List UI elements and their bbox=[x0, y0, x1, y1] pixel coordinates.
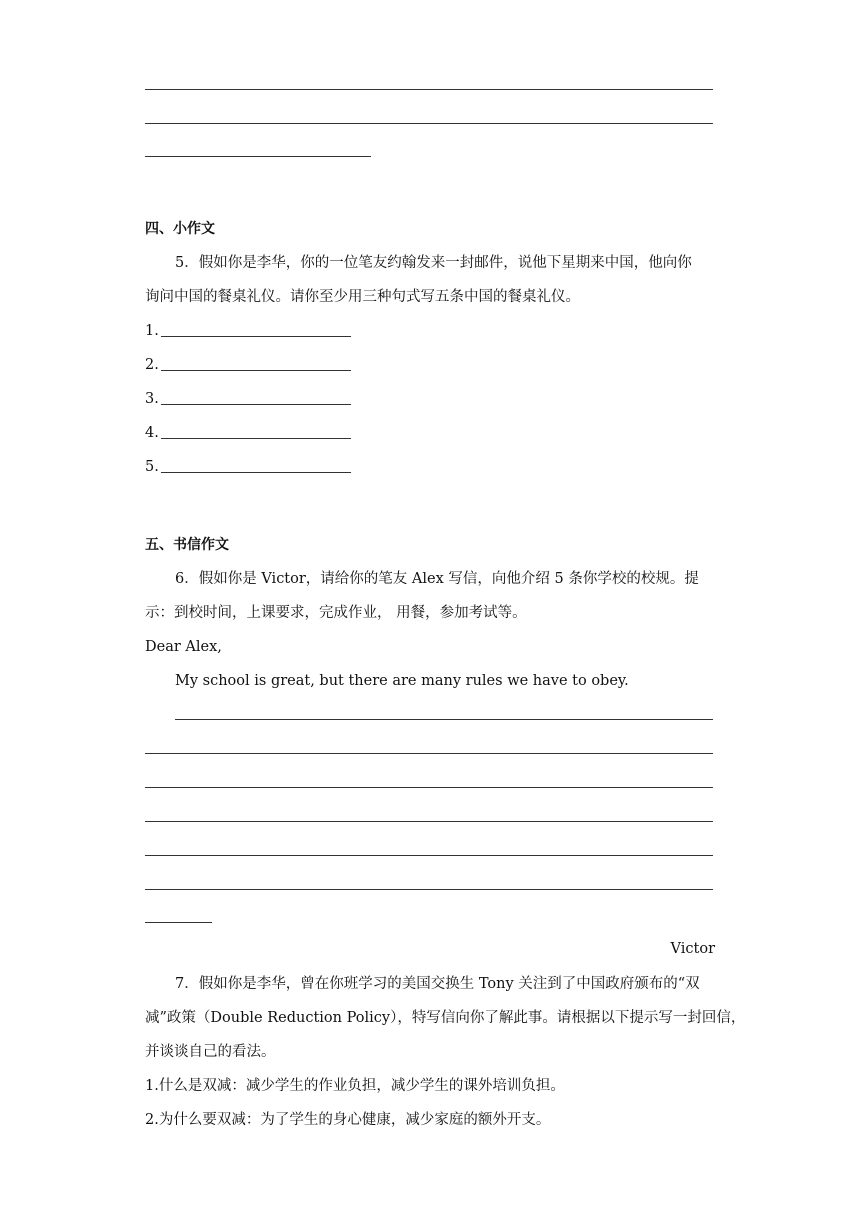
answer-line[interactable] bbox=[145, 89, 713, 90]
numbered-answer-line[interactable] bbox=[145, 457, 351, 477]
answer-blank[interactable] bbox=[161, 458, 351, 473]
item-number: 5. bbox=[145, 459, 159, 475]
question-7-text: 7．假如你是李华，曾在你班学习的美国交换生 Tony 关注到了中国政府颁布的“双 bbox=[175, 976, 700, 992]
hint-2: 2.为什么要双减：为了学生的身心健康，减少家庭的额外开支。 bbox=[145, 1112, 551, 1128]
item-number: 4. bbox=[145, 425, 159, 441]
section-heading-4: 四、小作文 bbox=[145, 221, 215, 237]
answer-blank[interactable] bbox=[161, 356, 351, 371]
question-5-text: 5．假如你是李华，你的一位笔友约翰发来一封邮件，说他下星期来中国，他向你 bbox=[175, 255, 692, 271]
item-number: 1. bbox=[145, 323, 159, 339]
question-7-text: 减”政策（Double Reduction Policy），特写信向你了解此事。请根据以下提示写一封回信， bbox=[145, 1010, 746, 1026]
letter-salutation: Dear Alex, bbox=[145, 639, 222, 655]
numbered-answer-line[interactable] bbox=[145, 321, 351, 341]
numbered-answer-line[interactable] bbox=[145, 423, 351, 443]
question-6-text: 6．假如你是 Victor，请给你的笔友 Alex 写信，向他介绍 5 条你学校的校规。提 bbox=[175, 571, 699, 587]
question-6-text: 示：到校时间，上课要求，完成作业， 用餐，参加考试等。 bbox=[145, 605, 527, 621]
answer-line[interactable] bbox=[145, 156, 371, 157]
letter-answer-line[interactable] bbox=[145, 889, 713, 890]
hint-1: 1.什么是双减：减少学生的作业负担，减少学生的课外培训负担。 bbox=[145, 1078, 565, 1094]
letter-answer-line[interactable] bbox=[145, 855, 713, 856]
letter-signature: Victor bbox=[670, 941, 715, 957]
letter-answer-line[interactable] bbox=[145, 787, 713, 788]
letter-answer-line[interactable] bbox=[145, 922, 212, 923]
letter-answer-line[interactable] bbox=[175, 719, 713, 720]
answer-blank[interactable] bbox=[161, 424, 351, 439]
question-7-text: 并谈谈自己的看法。 bbox=[145, 1044, 276, 1060]
numbered-answer-line[interactable] bbox=[145, 355, 351, 375]
letter-answer-line[interactable] bbox=[145, 753, 713, 754]
numbered-answer-line[interactable] bbox=[145, 389, 351, 409]
item-number: 2. bbox=[145, 357, 159, 373]
letter-opening: My school is great, but there are many rules we have to obey. bbox=[175, 673, 629, 689]
answer-blank[interactable] bbox=[161, 390, 351, 405]
answer-line[interactable] bbox=[145, 123, 713, 124]
item-number: 3. bbox=[145, 391, 159, 407]
letter-answer-line[interactable] bbox=[145, 821, 713, 822]
question-5-text: 询问中国的餐桌礼仪。请你至少用三种句式写五条中国的餐桌礼仪。 bbox=[145, 289, 580, 305]
section-heading-5: 五、书信作文 bbox=[145, 537, 229, 553]
answer-blank[interactable] bbox=[161, 322, 351, 337]
